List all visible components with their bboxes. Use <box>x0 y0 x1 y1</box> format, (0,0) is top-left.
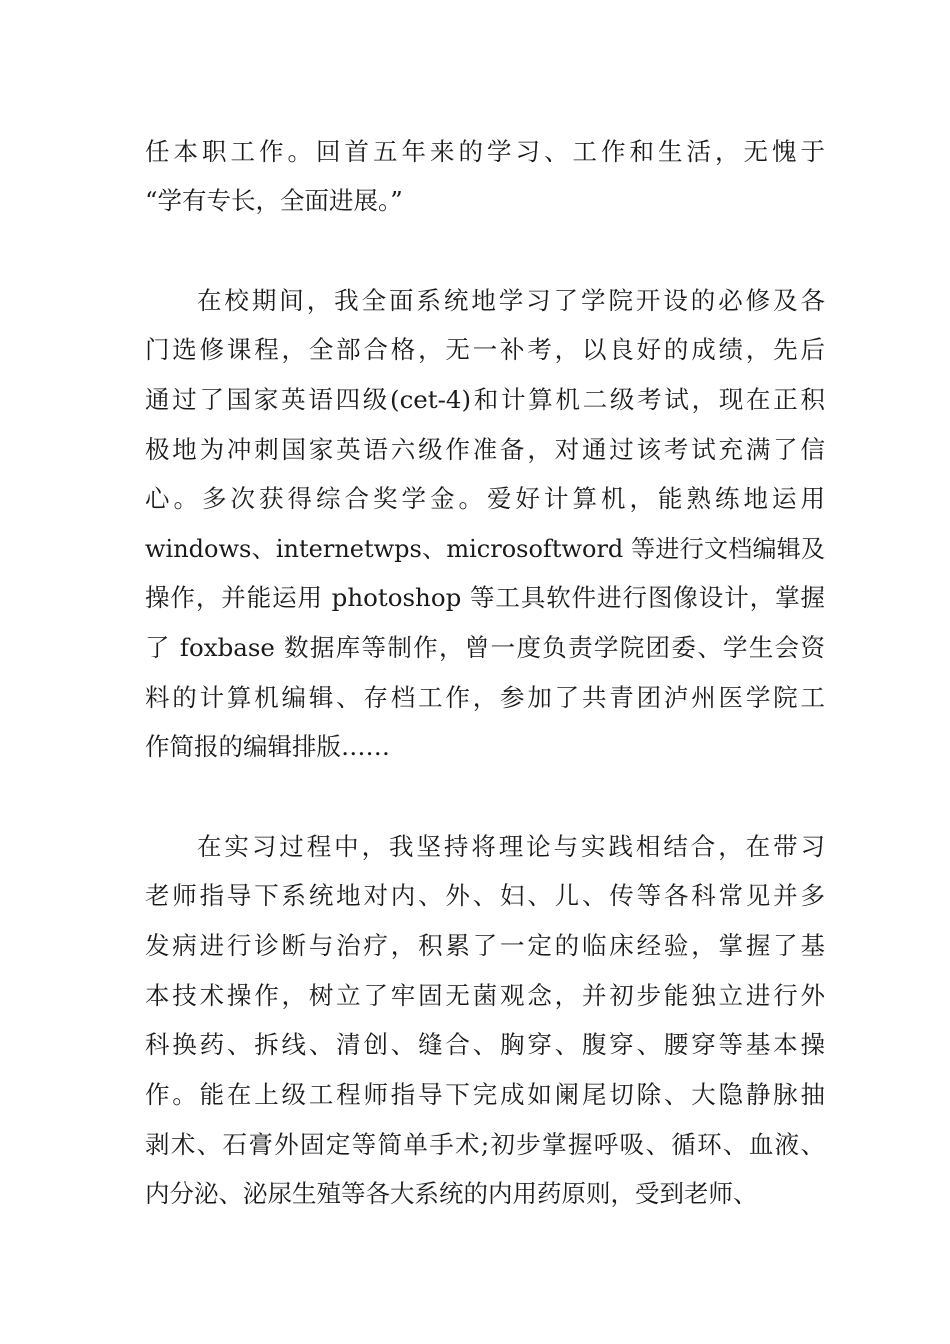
text-line: 在校期间，我全面系统地学习了学院开设的必修及各 <box>197 286 825 315</box>
text-line: 操作，并能运用 photoshop 等工具软件进行图像设计，掌握 <box>145 583 825 612</box>
text-line: 心。多次获得综合奖学金。爱好计算机，能熟练地运用 <box>145 484 825 513</box>
text-line: 门选修课程，全部合格，无一补考，以良好的成绩，先后 <box>145 335 825 364</box>
text-line: “学有专长，全面进展。” <box>145 186 403 215</box>
text-line: windows、internetwps、microsoftword 等进行文档编辑及 <box>145 535 825 563</box>
text-line: 极地为冲刺国家英语六级作准备，对通过该考试充满了信 <box>145 435 825 464</box>
text-line: 内分泌、泌尿生殖等各大系统的内用药原则，受到老师、 <box>145 1179 758 1208</box>
text-line: 科换药、拆线、清创、缝合、胸穿、腹穿、腰穿等基本操 <box>145 1030 825 1059</box>
text-line: 通过了国家英语四级(cet-4)和计算机二级考试，现在正积 <box>145 385 825 414</box>
text-line: 在实习过程中，我坚持将理论与实践相结合，在带习 <box>197 832 825 861</box>
text-line: 老师指导下系统地对内、外、妇、儿、传等各科常见并多 <box>145 881 825 910</box>
text-line: 作简报的编辑排版…… <box>145 732 390 761</box>
text-line: 剥术、石膏外固定等简单手术;初步掌握呼吸、循环、血液、 <box>145 1130 825 1159</box>
text-line: 发病进行诊断与治疗，积累了一定的临床经验，掌握了基 <box>145 931 825 960</box>
text-line: 本技术操作，树立了牢固无菌观念，并初步能独立进行外 <box>145 981 825 1010</box>
text-line: 任本职工作。回首五年来的学习、工作和生活，无愧于 <box>145 137 825 166</box>
text-line: 作。能在上级工程师指导下完成如阑尾切除、大隐静脉抽 <box>145 1080 825 1109</box>
text-line: 了 foxbase 数据库等制作，曾一度负责学院团委、学生会资 <box>145 633 825 662</box>
text-line: 料的计算机编辑、存档工作，参加了共青团泸州医学院工 <box>145 683 825 712</box>
